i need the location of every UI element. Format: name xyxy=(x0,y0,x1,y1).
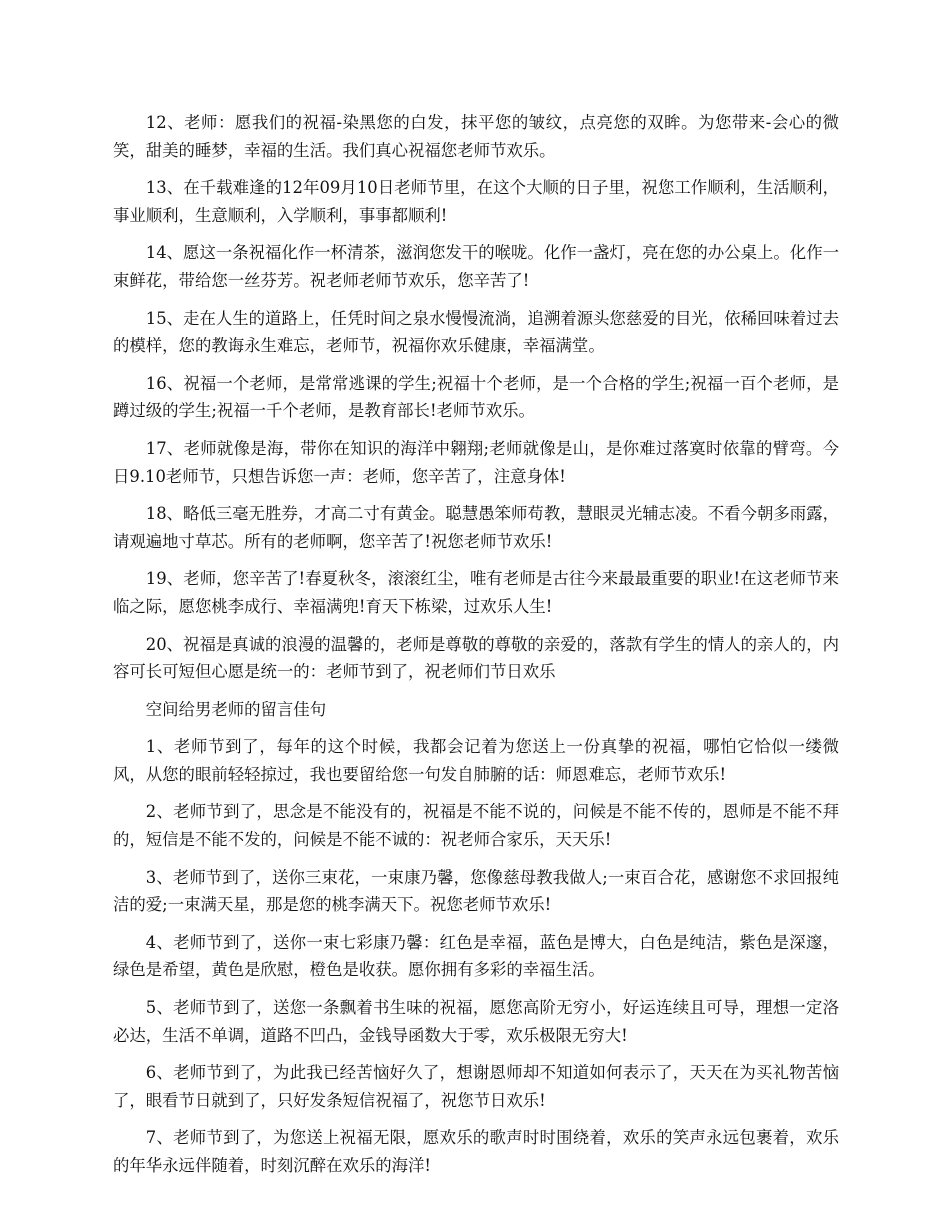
paragraph-13: 13、在千载难逢的12年09月10日老师节里，在这个大顺的日子里，祝您工作顺利，生活顺利，事业顺利，生意顺利，入学顺利，事事都顺利! xyxy=(113,178,839,225)
section-heading: 空间给男老师的留言佳句 xyxy=(145,699,327,719)
paragraph-12: 12、老师：愿我们的祝福-染黑您的白发，抹平您的皱纹，点亮您的双眸。为您带来-会心的微笑，甜美的睡梦，幸福的生活。我们真心祝福您老师节欢乐。 xyxy=(113,113,839,160)
paragraph-b4: 4、老师节到了，送你一束七彩康乃馨：红色是幸福，蓝色是博大，白色是纯洁，紫色是深邃，绿色是希望，黄色是欣慰，橙色是收获。愿你拥有多彩的幸福生活。 xyxy=(113,932,839,980)
paragraph-b6: 6、老师节到了，为此我已经苦恼好久了，想谢恩师却不知道如何表示了，天天在为买礼物苦恼了，眼看节日就到了，只好发条短信祝福了，祝您节日欢乐! xyxy=(113,1063,839,1110)
paragraph-b2: 2、老师节到了，思念是不能没有的，祝福是不能不说的，问候是不能不传的，恩师是不能不拜的，短信是不能不发的，问候是不能不诚的：祝老师合家乐，天天乐! xyxy=(113,802,839,850)
paragraph-14: 14、愿这一条祝福化作一杯清茶，滋润您发干的喉咙。化作一盏灯，亮在您的办公桌上。化作一束鲜花，带给您一丝芬芳。祝老师老师节欢乐，您辛苦了! xyxy=(113,243,839,290)
paragraph-b1: 1、老师节到了，每年的这个时候，我都会记着为您送上一份真挚的祝福，哪怕它恰似一缕微风，从您的眼前轻轻掠过，我也要留给您一句发自肺腑的话：师恩难忘，老师节欢乐! xyxy=(113,737,839,784)
paragraph-b7: 7、老师节到了，为您送上祝福无限，愿欢乐的歌声时时围绕着，欢乐的笑声永远包裹着，欢乐的年华永远伴随着，时刻沉醉在欢乐的海洋! xyxy=(113,1128,839,1175)
paragraph-b5: 5、老师节到了，送您一条飘着书生味的祝福，愿您高阶无穷小，好运连续且可导，理想一定洛必达，生活不单调，道路不凹凸，金钱导函数大于零，欢乐极限无穷大! xyxy=(113,998,839,1045)
document-page xyxy=(113,109,839,1190)
paragraph-18: 18、略低三毫无胜券，才高二寸有黄金。聪慧愚笨师苟教，慧眼灵光辅志凌。不看今朝多雨露，请观遍地寸草芯。所有的老师啊，您辛苦了!祝您老师节欢乐! xyxy=(113,504,839,551)
paragraph-20: 20、祝福是真诚的浪漫的温馨的，老师是尊敬的尊敬的亲爱的，落款有学生的情人的亲人的，内容可长可短但心愿是统一的：老师节到了，祝老师们节日欢乐 xyxy=(113,634,839,682)
paragraph-15: 15、走在人生的道路上，任凭时间之泉水慢慢流淌，追溯着源头您慈爱的目光，依稀回味着过去的模样，您的教诲永生难忘，老师节，祝福你欢乐健康，幸福满堂。 xyxy=(113,308,839,356)
paragraph-19: 19、老师，您辛苦了!春夏秋冬，滚滚红尘，唯有老师是古往今来最最重要的职业!在这老师节来临之际，愿您桃李成行、幸福满兜!育天下栋梁，过欢乐人生! xyxy=(113,569,839,616)
paragraph-b3: 3、老师节到了，送你三束花，一束康乃馨，您像慈母教我做人;一束百合花，感谢您不求回报纯洁的爱;一束满天星，那是您的桃李满天下。祝您老师节欢乐! xyxy=(113,867,839,915)
paragraph-16: 16、祝福一个老师，是常常逃课的学生;祝福十个老师，是一个合格的学生;祝福一百个老师，是蹲过级的学生;祝福一千个老师，是教育部长!老师节欢乐。 xyxy=(113,373,839,421)
paragraph-17: 17、老师就像是海，带你在知识的海洋中翱翔;老师就像是山，是你难过落寞时依靠的臂弯。今日9.10老师节，只想告诉您一声：老师，您辛苦了，注意身体! xyxy=(113,438,839,486)
